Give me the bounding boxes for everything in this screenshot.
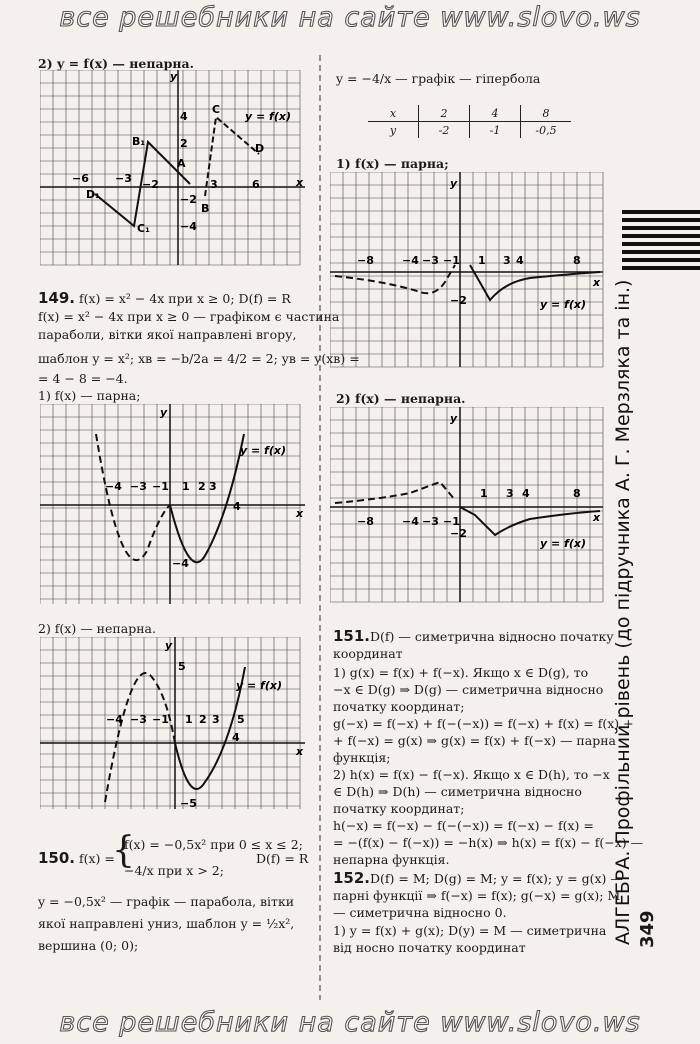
svg-text:1: 1 bbox=[182, 480, 190, 493]
svg-text:−1: −1 bbox=[443, 254, 460, 267]
p151-line13: непарна функція. bbox=[333, 852, 450, 867]
point-d-label: D bbox=[255, 142, 265, 155]
svg-text:−8: −8 bbox=[357, 515, 374, 528]
svg-text:−2: −2 bbox=[142, 178, 159, 191]
svg-text:−2: −2 bbox=[450, 527, 467, 540]
p151-number: 151. bbox=[333, 627, 371, 645]
p151-line5: g(−x) = f(−x) + f(−(−x)) = f(−x) + f(x) = f(x) + bbox=[333, 716, 634, 731]
svg-text:4: 4 bbox=[232, 731, 240, 744]
graph1-title: 2) y = f(x) — непарна. bbox=[38, 56, 194, 71]
svg-text:4: 4 bbox=[516, 254, 524, 267]
p150-line3: якої направлені униз, шаблон y = ½x², bbox=[38, 916, 295, 931]
p152-line2: — симетрична відносно 0. bbox=[333, 905, 507, 920]
right-item2: 2) f(x) — непарна. bbox=[336, 391, 466, 406]
p150-line4: вершина (0; 0); bbox=[38, 938, 139, 953]
graph3-function-label: y = f(x) bbox=[236, 679, 282, 692]
svg-text:5: 5 bbox=[178, 660, 186, 673]
brace-icon: { bbox=[112, 830, 135, 871]
p149-line2: f(x) = x² − 4x при x ≥ 0 — графіком є частина bbox=[38, 309, 340, 324]
p150-number-line: 150. f(x) = bbox=[38, 849, 115, 867]
p152-number: 152. bbox=[333, 869, 371, 887]
p149-item2: 2) f(x) — непарна. bbox=[38, 621, 156, 636]
svg-text:2: 2 bbox=[199, 713, 207, 726]
svg-text:y: y bbox=[160, 406, 168, 419]
p151-line6: + f(−x) = g(x) ⇒ g(x) = f(x) + f(−x) — парна bbox=[333, 733, 616, 748]
svg-text:y: y bbox=[165, 639, 173, 652]
p152-line4: від носно початку координат bbox=[333, 940, 526, 955]
point-c-label: C bbox=[212, 103, 221, 116]
svg-text:2: 2 bbox=[180, 137, 188, 150]
svg-text:2: 2 bbox=[198, 480, 206, 493]
p151-line7: функція; bbox=[333, 750, 391, 765]
page-number: 349 bbox=[637, 910, 658, 948]
svg-text:−4: −4 bbox=[105, 480, 122, 493]
point-a-label: A bbox=[177, 157, 186, 170]
svg-text:x: x bbox=[296, 745, 304, 758]
svg-text:y: y bbox=[170, 70, 178, 83]
svg-text:−3: −3 bbox=[130, 480, 147, 493]
svg-text:8: 8 bbox=[573, 487, 581, 500]
p151-line8: 2) h(x) = f(x) − f(−x). Якщо x ∈ D(h), то −x bbox=[333, 767, 610, 782]
graph4 bbox=[330, 172, 605, 372]
right-item1: 1) f(x) — парна; bbox=[336, 156, 449, 171]
svg-text:−4: −4 bbox=[402, 515, 419, 528]
values-table bbox=[368, 105, 571, 138]
p152-line0: 152.D(f) = M; D(g) = M; y = f(x); y = g(x) — bbox=[333, 869, 623, 887]
graph3 bbox=[40, 637, 310, 812]
p151-line0: 151.D(f) — симетрична відносно початку bbox=[333, 627, 614, 645]
svg-text:4: 4 bbox=[180, 110, 188, 123]
svg-text:y: y bbox=[450, 412, 458, 425]
svg-text:4: 4 bbox=[522, 487, 530, 500]
watermark-banner-top: все решебники на сайте www.slovo.ws bbox=[59, 2, 641, 33]
p149-line4: шаблон y = x²; xв = −b/2a = 4/2 = 2; yв = y(xв) = bbox=[38, 351, 360, 366]
graph5-function-label: y = f(x) bbox=[540, 537, 586, 550]
svg-text:1: 1 bbox=[480, 487, 488, 500]
p151-line4: початку координат; bbox=[333, 699, 465, 714]
svg-text:−3: −3 bbox=[130, 713, 147, 726]
p151-line12: = −(f(x) − f(−x)) = −h(x) ⇒ h(x) = f(x) − f(−x) — bbox=[333, 835, 644, 850]
watermark-banner-bottom: все решебники на сайте www.slovo.ws bbox=[59, 1007, 641, 1038]
point-b1-label: B₁ bbox=[132, 135, 146, 148]
svg-text:3: 3 bbox=[209, 480, 217, 493]
p149-line5: = 4 − 8 = −4. bbox=[38, 371, 128, 386]
svg-text:−2: −2 bbox=[180, 193, 197, 206]
svg-text:−1: −1 bbox=[152, 713, 169, 726]
svg-text:6: 6 bbox=[252, 178, 260, 191]
point-c1-label: C₁ bbox=[137, 222, 150, 235]
edge-tab bbox=[622, 210, 700, 270]
p151-line3: −x ∈ D(g) ⇒ D(g) — симетрична відносно bbox=[333, 682, 604, 697]
svg-text:−3: −3 bbox=[115, 172, 132, 185]
svg-text:x: x bbox=[593, 276, 601, 289]
graph2-function-label: y = f(x) bbox=[240, 444, 286, 457]
svg-text:−6: −6 bbox=[72, 172, 89, 185]
svg-text:3: 3 bbox=[506, 487, 514, 500]
graph5 bbox=[330, 407, 605, 607]
table-row: x 2 4 8 bbox=[368, 105, 571, 122]
svg-text:−1: −1 bbox=[443, 515, 460, 528]
svg-text:x: x bbox=[593, 511, 601, 524]
svg-text:x: x bbox=[296, 176, 304, 189]
svg-text:−8: −8 bbox=[357, 254, 374, 267]
svg-text:1: 1 bbox=[478, 254, 486, 267]
graph1-function-label: y = f(x) bbox=[245, 110, 291, 123]
p149-number: 149. bbox=[38, 289, 76, 307]
graph1 bbox=[40, 70, 310, 270]
svg-text:−3: −3 bbox=[422, 515, 439, 528]
svg-text:5: 5 bbox=[237, 713, 245, 726]
p151-line2: 1) g(x) = f(x) + f(−x). Якщо x ∈ D(g), то bbox=[333, 665, 589, 680]
p151-line11: h(−x) = f(−x) − f(−(−x)) = f(−x) − f(x) = bbox=[333, 818, 594, 833]
p149-line3: параболи, вітки якої направлені вгору, bbox=[38, 327, 297, 342]
hyperbola-line: y = −4/x — графік — гіпербола bbox=[336, 71, 541, 86]
p150-case1: f(x) = −0,5x² при 0 ≤ x ≤ 2; bbox=[124, 837, 303, 852]
p150-number: 150. bbox=[38, 849, 76, 867]
svg-text:3: 3 bbox=[210, 178, 218, 191]
svg-text:−1: −1 bbox=[152, 480, 169, 493]
svg-text:−3: −3 bbox=[422, 254, 439, 267]
svg-text:−4: −4 bbox=[172, 557, 189, 570]
p152-line1: парні функції ⇒ f(−x) = f(x); g(−x) = g(x); M bbox=[333, 888, 621, 903]
graph2 bbox=[40, 404, 310, 609]
svg-text:4: 4 bbox=[233, 500, 241, 513]
p151-line10: початку координат; bbox=[333, 801, 465, 816]
p149-line1: 149. f(x) = x² − 4x при x ≥ 0; D(f) = R bbox=[38, 289, 291, 307]
svg-text:3: 3 bbox=[212, 713, 220, 726]
p150-line2: y = −0,5x² — графік — парабола, вітки bbox=[38, 894, 295, 909]
p151-line1: координат bbox=[333, 646, 403, 661]
svg-text:−2: −2 bbox=[450, 294, 467, 307]
svg-text:3: 3 bbox=[503, 254, 511, 267]
point-b-label: B bbox=[201, 202, 210, 215]
p150-case2: −4/x при x > 2; bbox=[124, 863, 224, 878]
svg-text:x: x bbox=[296, 507, 304, 520]
side-title: АЛГЕБРА. Профільний рівень (до підручника А. Г. Мерзляка та ін.) bbox=[612, 279, 634, 945]
svg-text:−4: −4 bbox=[180, 220, 197, 233]
svg-text:−4: −4 bbox=[106, 713, 123, 726]
p150-domain: D(f) = R bbox=[256, 851, 309, 866]
svg-text:y: y bbox=[450, 177, 458, 190]
svg-text:−5: −5 bbox=[180, 797, 197, 810]
p152-line3: 1) y = f(x) + g(x); D(y) = M — симетрична bbox=[333, 923, 607, 938]
graph4-function-label: y = f(x) bbox=[540, 298, 586, 311]
table-row: y -2 -1 -0,5 bbox=[368, 122, 571, 139]
svg-text:8: 8 bbox=[573, 254, 581, 267]
p151-line9: ∈ D(h) ⇒ D(h) — симетрична відносно bbox=[333, 784, 582, 799]
p149-item1: 1) f(x) — парна; bbox=[38, 388, 141, 403]
svg-text:1: 1 bbox=[185, 713, 193, 726]
svg-text:−4: −4 bbox=[402, 254, 419, 267]
point-d1-label: D₁ bbox=[86, 188, 100, 201]
